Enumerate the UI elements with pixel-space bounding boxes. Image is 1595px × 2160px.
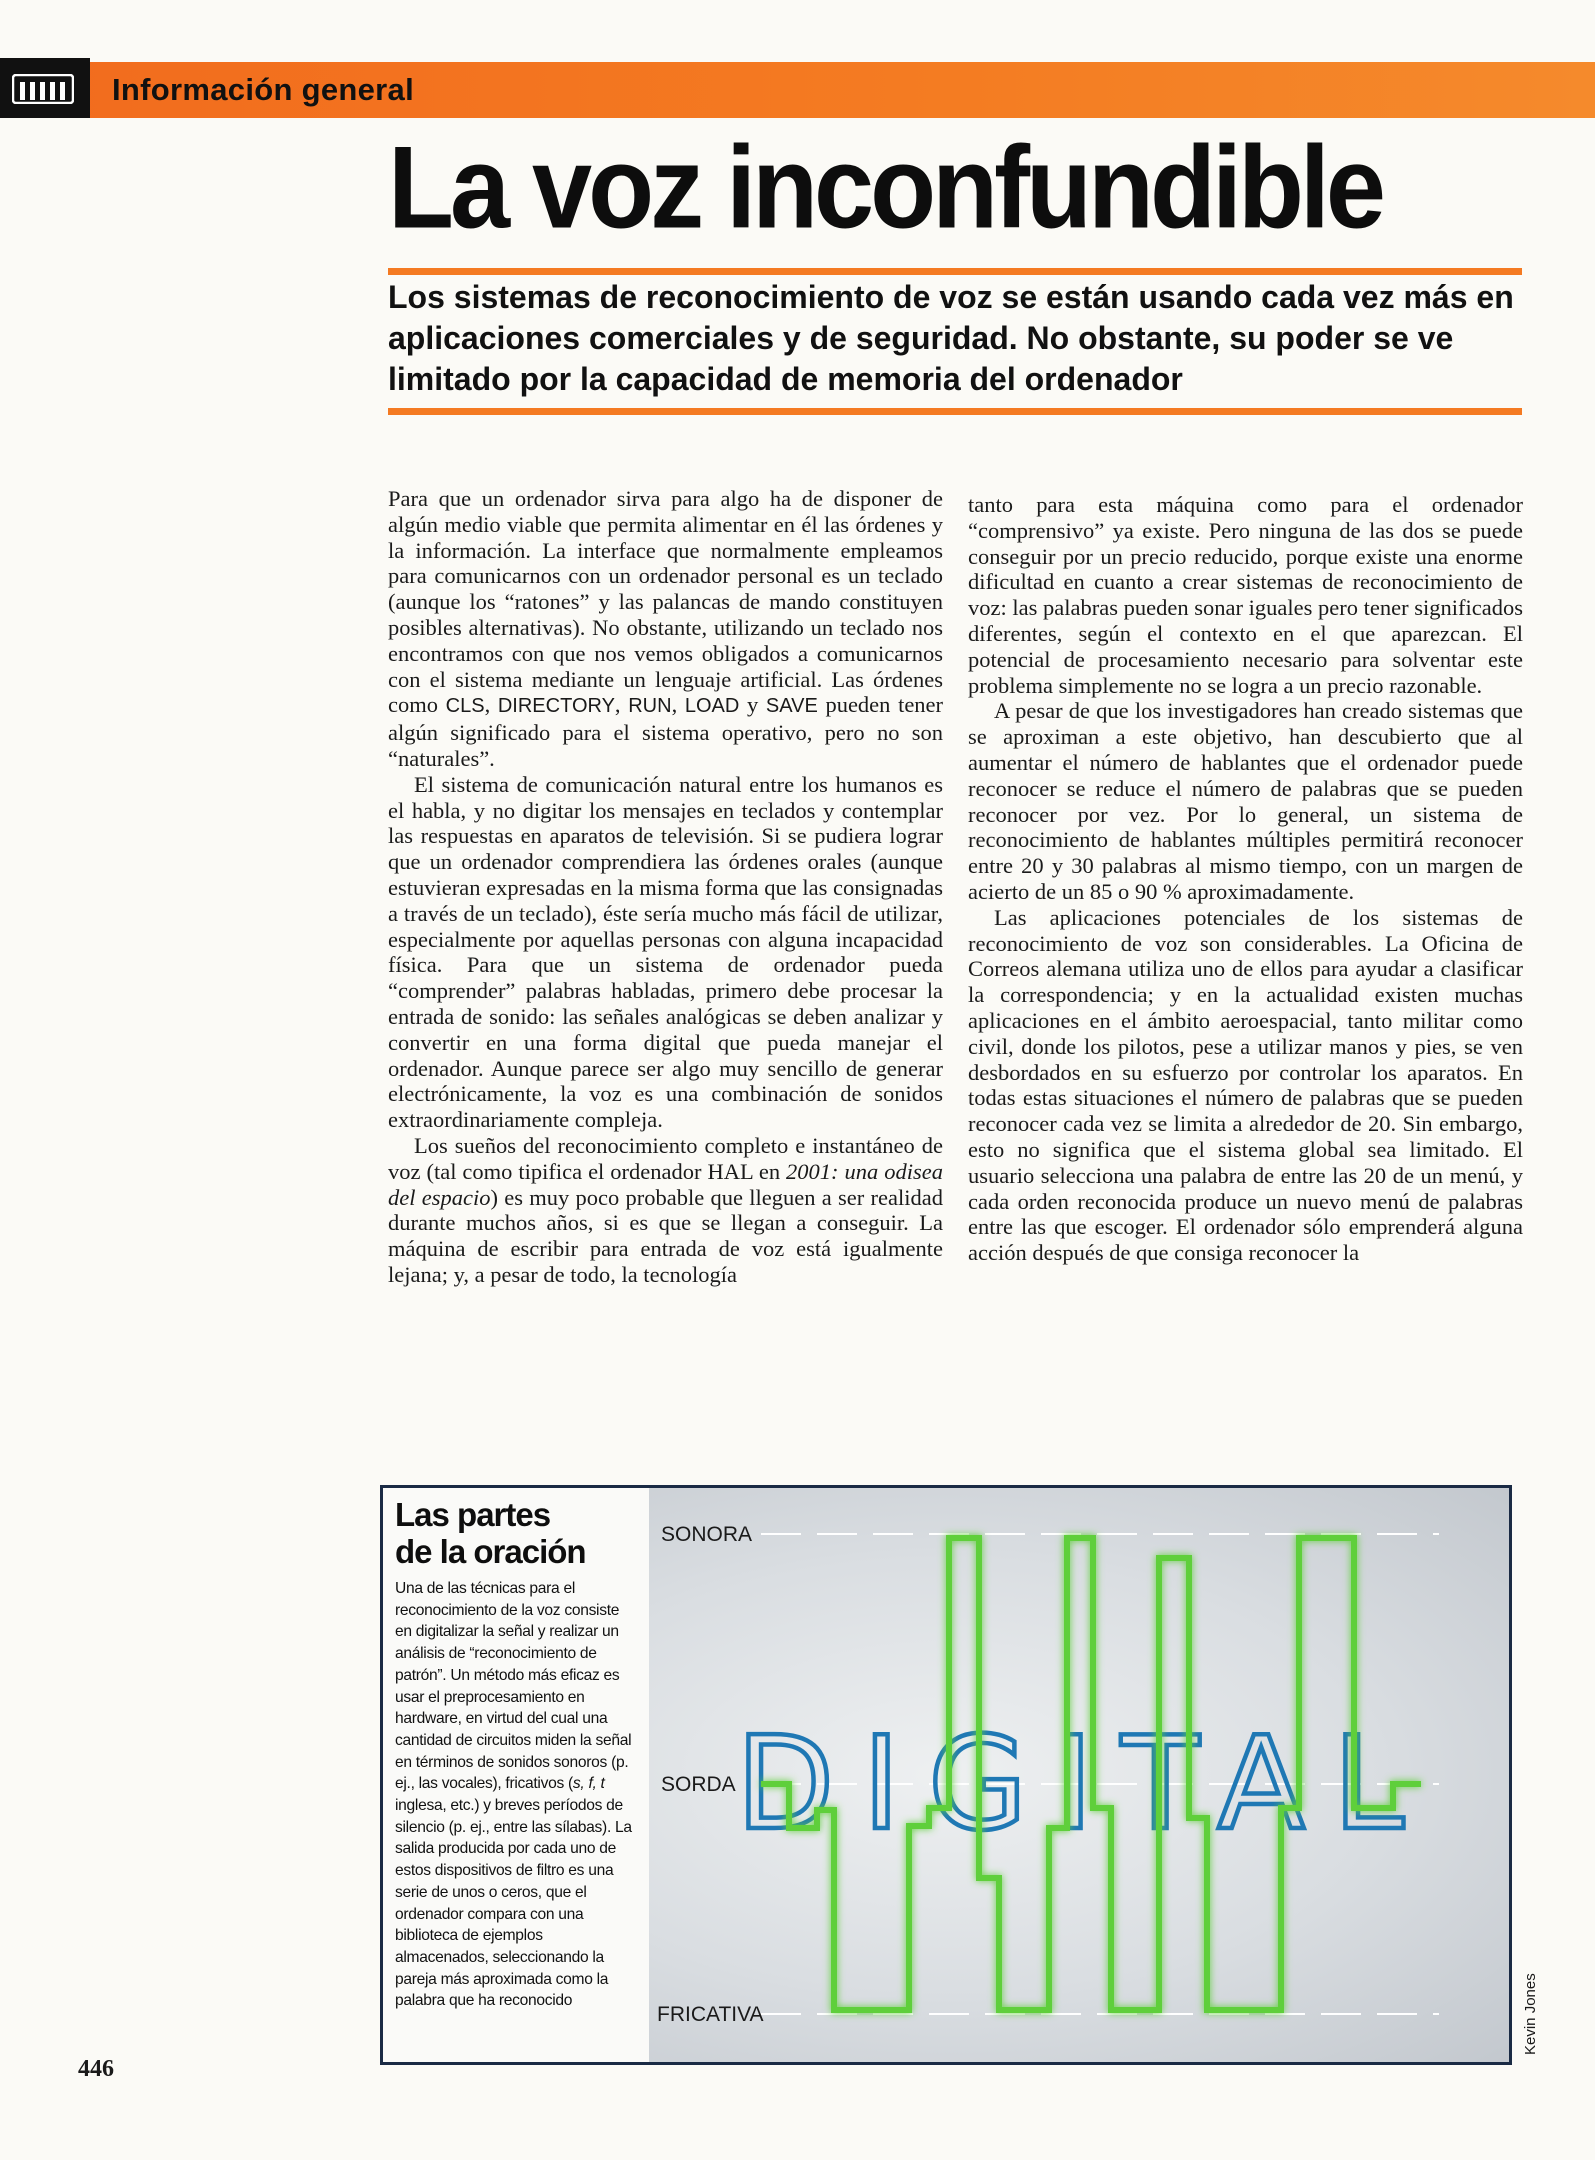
- command-directory: DIRECTORY: [497, 695, 615, 718]
- level-label-sorda: SORDA: [661, 1773, 736, 1796]
- text-run: Una de las técnicas para el reconocimiento de la voz consiste en digitalizar la señal y realizar un análisis de “reconocimiento de patrón”. Un método más eficaz es usar el preprocesamiento en hardware, en virtud del cual una cantidad de circuitos miden la señal en términos de sonidos sonoros (p. ej., las vocales), fricativos (: [395, 1580, 632, 1793]
- keyboard-icon: [12, 74, 74, 104]
- text-run: ,: [671, 692, 685, 718]
- text-run: ,: [614, 692, 629, 718]
- article-title: La voz inconfundible: [388, 121, 1382, 253]
- command-load: LOAD: [684, 695, 740, 718]
- text-run: ) es muy poco probable que lleguen a ser realidad durante muchos años, si es que se llegan a conseguir. La máquina de escribir para entrada de voz está igualmente lejana; y, a pesar de todo, la tecnología: [388, 1184, 943, 1287]
- sidebar-box: [380, 1485, 1512, 2065]
- paragraph: tanto para esta máquina como para el ordenador “comprensivo” ya existe. Pero ninguna de las dos se puede conseguir por un precio reducido, porque existe una enorme dificultad en cuanto a crear sistemas de reconocimiento de voz: las palabras pueden sonar iguales pero tener significados diferentes, según el contexto en el que aparezcan. El potencial de procesamiento necesario para solventar este problema simplemente no se logra a un precio razonable.: [968, 492, 1523, 698]
- page-number: 446: [78, 2056, 114, 2082]
- digital-word: DIGITAL: [735, 1710, 1433, 1859]
- text-run: ,: [484, 692, 498, 718]
- film-title: 2001: una odisea del espacio: [388, 1158, 943, 1210]
- text-run: y: [739, 692, 766, 718]
- text-run: inglesa, etc.) y breves períodos de silencio (p. ej., entre las sílabas). La salida producida por cada uno de estos dispositivos de filtro es una serie de unos o ceros, que el ordenador compara con una biblioteca de ejemplos almacenados, seleccionando la pareja más aproximada como la palabra que ha reconocido: [395, 1797, 632, 2010]
- command-run: RUN: [628, 695, 672, 718]
- sidebar-title-line: Las partes: [395, 1496, 551, 1533]
- text-run: Los sueños del reconocimiento completo e instantáneo de voz (tal como tipifica el ordenador HAL en: [388, 1132, 943, 1184]
- text-run: pueden tener algún significado para el sistema operativo, pero no son “naturales”.: [388, 692, 943, 771]
- article-deck: Los sistemas de reconocimiento de voz se están usando cada vez más en aplicaciones comerciales y de seguridad. No obstante, su poder se ve limitado por la capacidad de memoria del ordenador: [388, 279, 1514, 397]
- text-run: s, f, t: [572, 1775, 605, 1793]
- command-save: SAVE: [765, 695, 818, 718]
- paragraph: [388, 1133, 943, 1288]
- paragraph: Las aplicaciones potenciales de los sistemas de reconocimiento de voz son considerables. La Oficina de Correos alemana utiliza uno de ellos para ayudar a clasificar la correspondencia; y en la actualidad existen muchas aplicaciones en el ámbito aeroespacial, tanto militar como civil, donde los pilotos, pese a utilizar manos y pies, se ven desbordados en su esfuerzo por controlar los aparatos. En todas estas situaciones el número de palabras que se pueden reconocer cada vez se limita a alrededor de 20. Sin embargo, esto no significa que el sistema global sea limitado. El usuario selecciona una palabra de entre las 20 de un menú, y cada orden reconocida produce un nuevo menú de palabras entre las que escoger. El ordenador sólo emprenderá alguna acción después de que consiga reconocer la: [968, 904, 1523, 1266]
- sidebar-title-line: de la oración: [395, 1533, 586, 1570]
- sidebar-body: [395, 1578, 639, 2012]
- paragraph: A pesar de que los investigadores han creado sistemas que se aproximan a este objetivo, han descubierto que al aumentar el número de hablantes que el ordenador puede reconocer se reduce el número de palabras que se pueden reconocer por vez. Por lo general, un sistema de reconocimiento de hablantes múltiples permitirá reconocer entre 20 y 30 palabras al mismo tiempo, con un margen de acierto de un 85 o 90 % aproximadamente.: [968, 698, 1523, 904]
- paragraph: El sistema de comunicación natural entre los humanos es el habla, y no digitar los mensajes en teclados y contemplar las respuestas en aparatos de televisión. Si se pudiera lograr que un ordenador comprendiera las órdenes orales (aunque estuvieran expresadas en la misma forma que las consignadas a través de un teclado), éste sería mucho más fácil de utilizar, especialmente por aquellas personas con alguna incapacidad física. Para que un sistema de ordenador pueda “comprender” palabras habladas, primero debe procesar la entrada de sonido: las señales analógicas se deben analizar y convertir en una forma digital que pueda manejar el ordenador. Aunque parece ser algo muy sencillo de generar electrónicamente, la voz es una combinación de sonidos extraordinariamente compleja.: [388, 771, 943, 1133]
- photo-credit-text: Kevin Jones: [1522, 1973, 1539, 2055]
- deck-rule-bottom: [388, 408, 1522, 415]
- body-column-left: [388, 486, 943, 1461]
- body-column-right: [968, 492, 1523, 1467]
- level-label-fricativa: FRICATIVA: [657, 2003, 764, 2026]
- section-icon: [0, 58, 90, 118]
- level-label-sonora: SONORA: [661, 1523, 753, 1546]
- sidebar-title: [395, 1496, 639, 1570]
- sidebar-text: [383, 1488, 649, 2062]
- digital-waveform-figure: [649, 1488, 1509, 2062]
- photo-credit: [1522, 1973, 1546, 2060]
- text-run: Para que un ordenador sirva para algo ha de disponer de algún medio viable que permita alimentar en él las órdenes y la información. La interface que normalmente empleamos para comunicarnos con un ordenador personal es un teclado (aunque los “ratones” y las palancas de mando constituyen posibles alternativas). No obstante, utilizando un teclado nos encontramos con que nos vemos obligados a comunicarnos con el sistema mediante un lenguaje artificial. Las órdenes como: [388, 486, 943, 718]
- paragraph: [388, 486, 943, 772]
- deck-rule-top: [388, 268, 1522, 275]
- section-label: Información general: [112, 72, 414, 107]
- command-cls: CLS: [445, 695, 485, 718]
